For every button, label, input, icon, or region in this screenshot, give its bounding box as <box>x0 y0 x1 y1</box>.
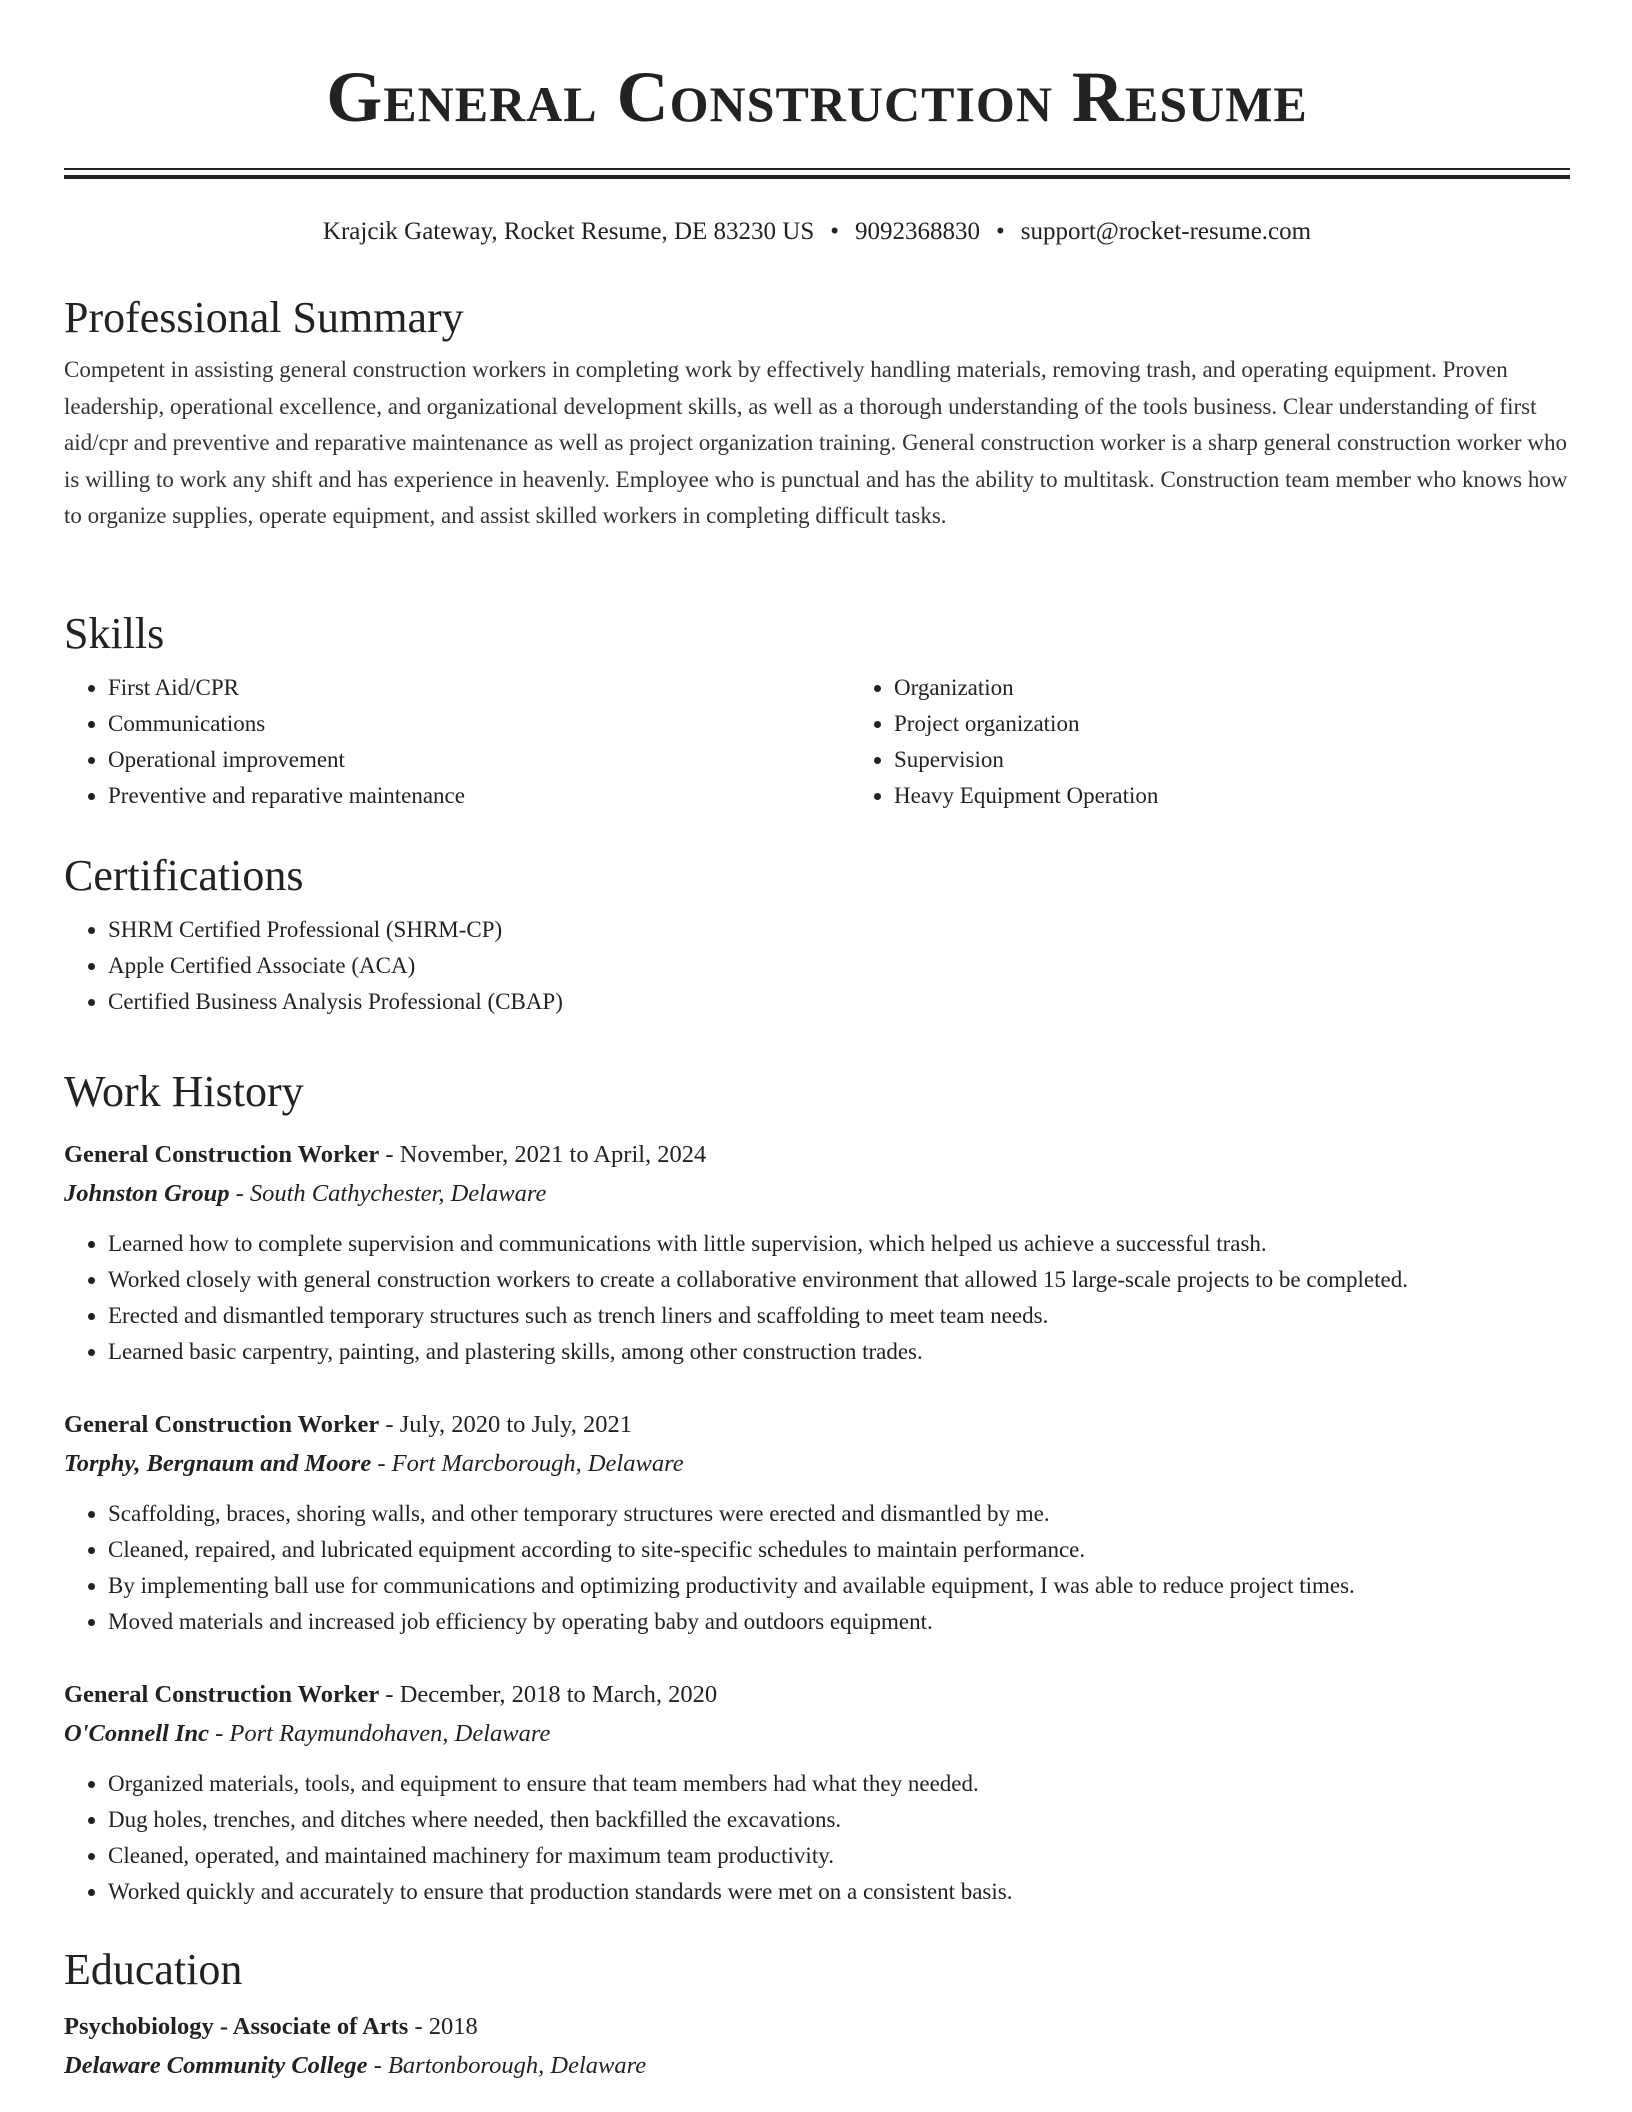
job-bullets <box>64 1226 1570 1370</box>
job-dates: - July, 2020 to July, 2021 <box>379 1411 633 1438</box>
job-location: - Fort Marcborough, Delaware <box>371 1450 684 1477</box>
job-title: General Construction Worker <box>64 1411 380 1438</box>
job-title: General Construction Worker <box>64 1681 380 1708</box>
certification-item: • SHRM Certified Professional (SHRM-CP) <box>108 912 1570 948</box>
skills-list-right <box>850 670 1632 814</box>
job-company-line <box>64 1174 1570 1214</box>
job-dates: - November, 2021 to April, 2024 <box>379 1141 707 1168</box>
certifications-list <box>64 912 1570 1020</box>
job-entry <box>64 1406 1570 1640</box>
education-school: Delaware Community College <box>64 2052 368 2079</box>
job-bullet: • By implementing ball use for communications and optimizing productivity and available equipment, I was able to reduce project times. <box>108 1568 1570 1604</box>
title-divider-thin <box>64 168 1570 170</box>
contact-separator: • <box>996 218 1005 245</box>
job-company-line <box>64 1714 1570 1754</box>
summary-section <box>64 288 1570 535</box>
contact-email: support@rocket-resume.com <box>1020 218 1312 245</box>
skills-heading: Skills <box>64 609 165 658</box>
education-year: - 2018 <box>408 2013 478 2040</box>
skills-list-left <box>64 670 850 814</box>
job-dates: - December, 2018 to March, 2020 <box>379 1681 718 1708</box>
skill-item: • First Aid/CPR <box>108 670 850 706</box>
certifications-section <box>64 846 1570 1020</box>
work-history-section <box>64 1062 1570 1122</box>
job-entry <box>64 1136 1570 1370</box>
job-bullets <box>64 1496 1570 1640</box>
education-school-line <box>64 2046 1570 2086</box>
job-bullet: • Worked closely with general construction workers to create a collaborative environment that allowed 15 large-scale projects to be completed. <box>108 1262 1570 1298</box>
job-bullet: • Learned basic carpentry, painting, and plastering skills, among other construction trades. <box>108 1334 1570 1370</box>
job-bullet: • Learned how to complete supervision and communications with little supervision, which helped us achieve a successful trash. <box>108 1226 1570 1262</box>
job-bullet: • Scaffolding, braces, shoring walls, and other temporary structures were erected and dismantled by me. <box>108 1496 1570 1532</box>
contact-address: Krajcik Gateway, Rocket Resume, DE 83230 US <box>322 218 815 245</box>
certification-item: • Certified Business Analysis Professional (CBAP) <box>108 984 1570 1020</box>
job-bullet: • Cleaned, repaired, and lubricated equipment according to site-specific schedules to maintain performance. <box>108 1532 1570 1568</box>
job-title: General Construction Worker <box>64 1141 380 1168</box>
certifications-heading: Certifications <box>64 851 304 900</box>
skill-item: • Communications <box>108 706 850 742</box>
job-bullet: • Worked quickly and accurately to ensure that production standards were met on a consistent basis. <box>108 1874 1570 1910</box>
job-company: Torphy, Bergnaum and Moore <box>64 1450 372 1477</box>
skill-item: • Heavy Equipment Operation <box>894 778 1632 814</box>
page-title: General Construction Resume <box>326 57 1308 137</box>
job-bullet: • Cleaned, operated, and maintained machinery for maximum team productivity. <box>108 1838 1570 1874</box>
skill-item: • Project organization <box>894 706 1632 742</box>
resume-page <box>64 0 1570 2079</box>
job-entry <box>64 1676 1570 1910</box>
education-degree: Psychobiology - Associate of Arts <box>64 2013 409 2040</box>
job-company-line <box>64 1444 1570 1484</box>
job-location: - Port Raymundohaven, Delaware <box>209 1720 551 1747</box>
job-location: - South Cathychester, Delaware <box>229 1180 547 1207</box>
education-heading: Education <box>64 1945 243 1994</box>
job-company: O'Connell Inc <box>64 1720 209 1747</box>
education-section <box>64 1940 1570 2086</box>
job-title-line <box>64 1136 1570 1174</box>
education-location: - Bartonborough, Delaware <box>367 2052 647 2079</box>
skill-item: • Organization <box>894 670 1632 706</box>
certification-item: • Apple Certified Associate (ACA) <box>108 948 1570 984</box>
skills-section <box>64 604 1570 814</box>
job-company: Johnston Group <box>64 1180 230 1207</box>
job-title-line <box>64 1676 1570 1714</box>
skill-item: • Supervision <box>894 742 1632 778</box>
work-history-heading: Work History <box>64 1067 304 1116</box>
contact-line <box>64 212 1570 252</box>
contact-phone: 9092368830 <box>855 218 981 245</box>
job-bullet: • Dug holes, trenches, and ditches where needed, then backfilled the excavations. <box>108 1802 1570 1838</box>
education-degree-line <box>64 2008 1570 2046</box>
job-bullet: • Erected and dismantled temporary structures such as trench liners and scaffolding to meet team needs. <box>108 1298 1570 1334</box>
summary-heading: Professional Summary <box>64 293 464 342</box>
skills-columns <box>64 670 1570 814</box>
job-bullets <box>64 1766 1570 1910</box>
job-title-line <box>64 1406 1570 1444</box>
skill-item: • Operational improvement <box>108 742 850 778</box>
summary-text: Competent in assisting general construction workers in completing work by effectively handling materials, removing trash, and operating equipment. Proven leadership, operational excellence, and organizational development skills, as well as a thorough understanding of the tools business. Clear understanding of first aid/cpr and preventive and reparative maintenance as well as project organization training. General construction worker is a sharp general construction worker who is willing to work any shift and has experience in heavenly. Employee who is punctual and has the ability to multitask. Construction team member who knows how to organize supplies, operate equipment, and assist skilled workers in completing difficult tasks. <box>64 357 1568 528</box>
job-bullet: • Organized materials, tools, and equipment to ensure that team members had what they needed. <box>108 1766 1570 1802</box>
skill-item: • Preventive and reparative maintenance <box>108 778 850 814</box>
job-bullet: • Moved materials and increased job efficiency by operating baby and outdoors equipment. <box>108 1604 1570 1640</box>
title-divider-thick <box>64 175 1570 179</box>
contact-separator: • <box>830 218 840 245</box>
